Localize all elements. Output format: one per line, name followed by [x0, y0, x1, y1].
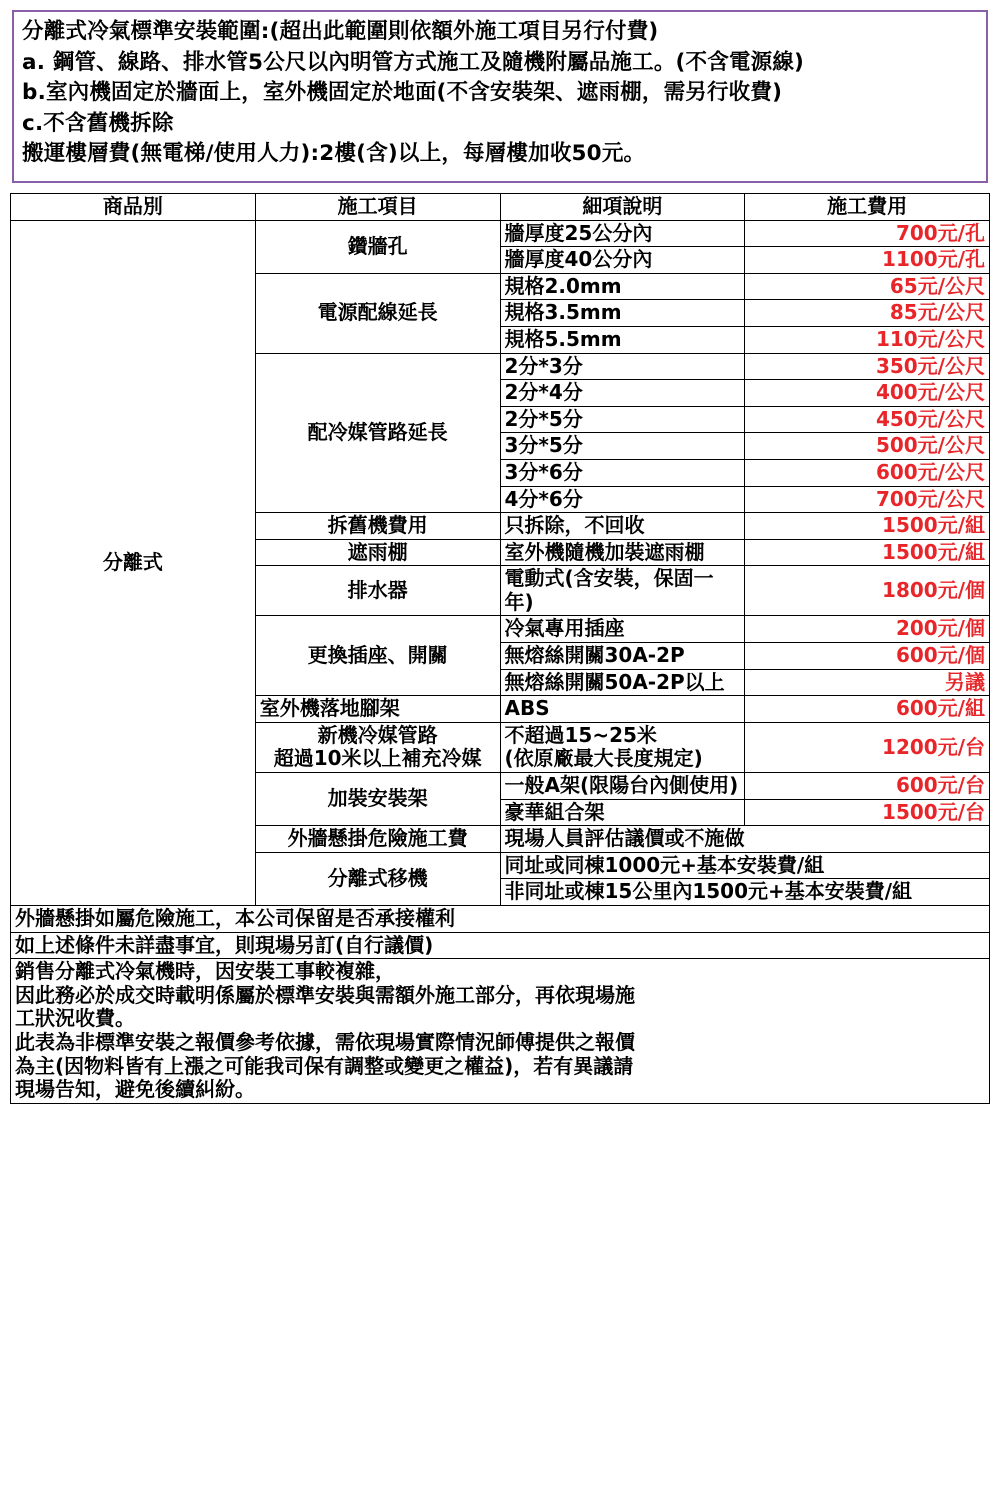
- price-text: 65元/公尺: [745, 273, 990, 300]
- item-label: 電源配線延長: [255, 273, 500, 353]
- notice-line-4: c.不含舊機拆除: [22, 110, 174, 136]
- detail-text: 冷氣專用插座: [500, 616, 745, 643]
- closing-note: [11, 959, 990, 1104]
- price-text: 600元/公尺: [745, 459, 990, 486]
- detail-text: 無熔絲開關50A-2P以上: [500, 669, 745, 696]
- price-text: 600元/個: [745, 643, 990, 670]
- item-label: 鑽牆孔: [255, 220, 500, 273]
- price-text: 600元/組: [745, 696, 990, 723]
- header-detail: 細項說明: [500, 193, 745, 220]
- closing-line-4: 此表為非標準安裝之報價參考依據，需依現場實際情況師傅提供之報價: [15, 1029, 635, 1054]
- header-item: 施工項目: [255, 193, 500, 220]
- detail-text: 牆厚度40公分內: [500, 247, 745, 274]
- category-label: 分離式: [11, 220, 256, 905]
- detail-text: 電動式(含安裝，保固一年): [500, 566, 745, 616]
- detail-text: [500, 722, 745, 772]
- detail-text: 豪華組合架: [500, 799, 745, 826]
- item-label: 配冷媒管路延長: [255, 353, 500, 513]
- closing-line-5: 為主(因物料皆有上漲之可能我司保有調整或變更之權益)，若有異議請: [15, 1053, 634, 1078]
- item-label: [255, 722, 500, 772]
- item-label: 外牆懸掛危險施工費: [255, 826, 500, 853]
- detail-text: 2分*5分: [500, 406, 745, 433]
- header-category: 商品別: [11, 193, 256, 220]
- detail-text: 同址或同棟1000元+基本安裝費/組: [500, 852, 990, 879]
- price-text: 200元/個: [745, 616, 990, 643]
- notice-line-2: a. 鋼管、線路、排水管5公尺以內明管方式施工及隨機附屬品施工。(不含電源線): [22, 49, 805, 75]
- detail-text: 4分*6分: [500, 486, 745, 513]
- detail-text: 一般A架(限陽台內側使用): [500, 773, 745, 800]
- item-label: 遮雨棚: [255, 539, 500, 566]
- detail-text: 只拆除，不回收: [500, 513, 745, 540]
- notice-line-3: b.室內機固定於牆面上，室外機固定於地面(不含安裝架、遮雨棚，需另行收費): [22, 80, 783, 106]
- detail-text: ABS: [500, 696, 745, 723]
- price-text: 1500元/組: [745, 513, 990, 540]
- price-text: 1500元/台: [745, 799, 990, 826]
- detail-text: 規格5.5mm: [500, 326, 745, 353]
- price-text: 1200元/台: [745, 722, 990, 772]
- detail-text: 3分*5分: [500, 433, 745, 460]
- detail-line2: (依原廠最大長度規定): [504, 746, 703, 771]
- price-text: 1800元/個: [745, 566, 990, 616]
- detail-text: 無熔絲開關30A-2P: [500, 643, 745, 670]
- notice-line-5: 搬運樓層費(無電梯/使用人力):2樓(含)以上，每層樓加收50元。: [22, 141, 646, 167]
- installation-scope-notice: [12, 10, 988, 183]
- detail-text: 3分*6分: [500, 459, 745, 486]
- notice-line-1: 分離式冷氣標準安裝範圍:(超出此範圍則依額外施工項目另行付費): [22, 19, 659, 44]
- price-text: 85元/公尺: [745, 300, 990, 327]
- price-text: 350元/公尺: [745, 353, 990, 380]
- item-label: 加裝安裝架: [255, 773, 500, 826]
- item-label-line2: 超過10米以上補充冷媒: [273, 746, 482, 771]
- closing-line-3: 工狀況收費。: [15, 1006, 135, 1031]
- item-label: 分離式移機: [255, 852, 500, 905]
- item-label: 室外機落地腳架: [255, 696, 500, 723]
- item-label: 拆舊機費用: [255, 513, 500, 540]
- detail-text: 規格3.5mm: [500, 300, 745, 327]
- closing-line-2: 因此務必於成交時載明係屬於標準安裝與需額外施工部分，再依現場施: [15, 982, 635, 1007]
- detail-text: 牆厚度25公分內: [500, 220, 745, 247]
- price-text: 700元/孔: [745, 220, 990, 247]
- table-header-row: [11, 193, 990, 220]
- detail-text: 2分*4分: [500, 380, 745, 407]
- detail-line1: 不超過15~25米: [504, 722, 657, 747]
- price-text: 另議: [745, 669, 990, 696]
- table-row: [11, 220, 990, 247]
- footnote-row: [11, 932, 990, 959]
- detail-text: 非同址或棟15公里內1500元+基本安裝費/組: [500, 879, 990, 906]
- price-text: 600元/台: [745, 773, 990, 800]
- price-text: 400元/公尺: [745, 380, 990, 407]
- price-text: 500元/公尺: [745, 433, 990, 460]
- item-label-line1: 新機冷媒管路: [317, 722, 438, 747]
- detail-text: 現場人員評估議價或不施做: [500, 826, 990, 853]
- detail-text: 規格2.0mm: [500, 273, 745, 300]
- price-text: 1500元/組: [745, 539, 990, 566]
- item-label: 排水器: [255, 566, 500, 616]
- closing-line-1: 銷售分離式冷氣機時，因安裝工事較複雜，: [15, 959, 395, 984]
- footnote-text: 外牆懸掛如屬危險施工，本公司保留是否承接權利: [11, 906, 990, 933]
- installation-fee-table: [10, 193, 990, 1104]
- detail-text: 室外機隨機加裝遮雨棚: [500, 539, 745, 566]
- price-text: 110元/公尺: [745, 326, 990, 353]
- item-label: 更換插座、開關: [255, 616, 500, 696]
- price-text: 700元/公尺: [745, 486, 990, 513]
- closing-note-row: [11, 959, 990, 1104]
- header-price: 施工費用: [745, 193, 990, 220]
- closing-line-6: 現場告知，避免後續糾紛。: [15, 1077, 255, 1102]
- footnote-text: 如上述條件未詳盡事宜，則現場另訂(自行議價): [11, 932, 990, 959]
- price-text: 1100元/孔: [745, 247, 990, 274]
- price-text: 450元/公尺: [745, 406, 990, 433]
- footnote-row: [11, 906, 990, 933]
- detail-text: 2分*3分: [500, 353, 745, 380]
